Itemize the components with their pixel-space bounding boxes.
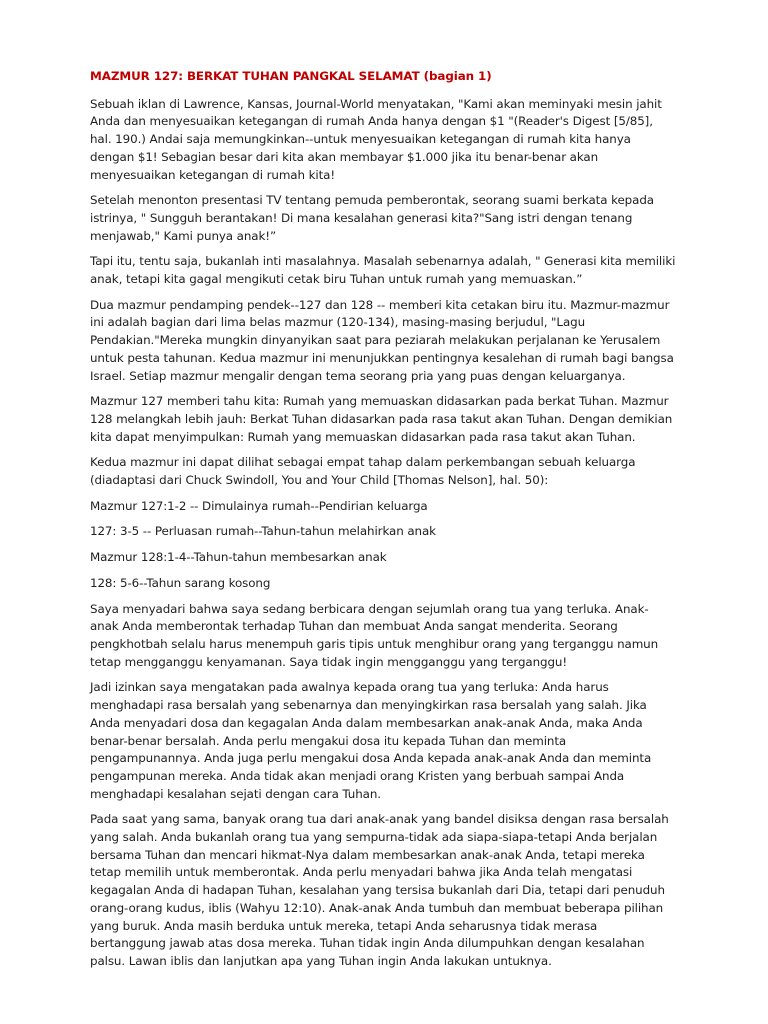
paragraph: Mazmur 127 memberi tahu kita: Rumah yang memuaskan didasarkan pada berkat Tuhan. Mazmur 128 melangkah lebih jauh: Berkat Tuhan didasarkan pada rasa takut akan Tuhan. Dengan demikian kita dapat menyimpulkan: Rumah yang memuaskan didasarkan pada rasa takut akan Tuhan. — [90, 394, 673, 444]
paragraph: Kedua mazmur ini dapat dilihat sebagai empat tahap dalam perkembangan sebuah keluarga (diadaptasi dari Chuck Swindoll, You and Your Child [Thomas Nelson], hal. 50): — [90, 455, 636, 488]
outline-item: 127: 3-5 -- Perluasan rumah--Tahun-tahun melahirkan anak — [90, 524, 436, 539]
document-page — [90, 68, 676, 979]
outline-item: Mazmur 127:1-2 -- Dimulainya rumah--Pendirian keluarga — [90, 498, 428, 513]
paragraph: Tapi itu, tentu saja, bukanlah inti masalahnya. Masalah sebenarnya adalah, " Generasi kita memiliki anak, tetapi kita gagal mengikuti cetak biru Tuhan untuk rumah yang memuaskan.” — [90, 254, 676, 287]
outline-item: Mazmur 128:1-4--Tahun-tahun membesarkan anak — [90, 550, 387, 565]
paragraph: Sebuah iklan di Lawrence, Kansas, Journal-World menyatakan, "Kami akan meminyaki mesin jahit Anda dan menyesuaikan ketegangan di rumah Anda hanya dengan $1 "(Reader's Digest [5/85], hal. 190.) Andai saja memungkinkan--untuk menyesuaikan ketegangan di rumah kita hanya dengan $1! Sebagian besar dari kita akan membayar $1.000 jika itu benar-benar akan menyesuaikan ketegangan di rumah kita! — [90, 96, 662, 182]
paragraph: Jadi izinkan saya mengatakan pada awalnya kepada orang tua yang terluka: Anda harus menghadapi rasa bersalah yang sebenarnya dan menyingkirkan rasa bersalah yang salah. Jika Anda menyadari dosa dan kegagalan Anda dalam membesarkan anak-anak Anda, maka Anda benar-benar bersalah. Anda perlu mengakui dosa itu kepada Tuhan dan meminta pengampunannya. Anda juga perlu mengakui dosa Anda kepada anak-anak Anda dan meminta pengampunan mereka. Anda tidak akan menjadi orang Kristen yang berbuah sampai Anda menghadapi kesalahan sejati dengan cara Tuhan. — [90, 680, 652, 801]
document-title: MAZMUR 127: BERKAT TUHAN PANGKAL SELAMAT (bagian 1) — [90, 69, 492, 83]
paragraph: Dua mazmur pendamping pendek--127 dan 128 -- memberi kita cetakan biru itu. Mazmur-mazmur ini adalah bagian dari lima belas mazmur (120-134), masing-masing berjudul, "Lagu Pendakian."Mereka mungkin dinyanyikan saat para peziarah melakukan perjalanan ke Yerusalem untuk pesta tahunan. Kedua mazmur ini menunjukkan pentingnya kesalehan di rumah bagi bangsa Israel. Setiap mazmur mengalir dengan tema seorang pria yang puas dengan keluarganya. — [90, 297, 674, 383]
outline-item: 128: 5-6--Tahun sarang kosong — [90, 575, 271, 590]
paragraph: Setelah menonton presentasi TV tentang pemuda pemberontak, seorang suami berkata kepada istrinya, " Sungguh berantakan! Di mana kesalahan generasi kita?"Sang istri dengan tenang menjawab," Kami punya anak!” — [90, 193, 654, 243]
paragraph: Pada saat yang sama, banyak orang tua dari anak-anak yang bandel disiksa dengan rasa bersalah yang salah. Anda bukanlah orang tua yang sempurna-tidak ada siapa-siapa-tetapi Anda berjalan bersama Tuhan dan mencari hikmat-Nya dalam membesarkan anak-anak Anda, tetapi mereka tetap memilih untuk memberontak. Anda perlu menyadari bahwa jika Anda telah mengatasi kegagalan Anda di hadapan Tuhan, kesalahan yang tersisa bukanlah dari Dia, tetapi dari penuduh orang-orang kudus, iblis (Wahyu 12:10). Anak-anak Anda tumbuh dan membuat beberapa pilihan yang buruk. Anda masih berduka untuk mereka, tetapi Anda seharusnya tidak merasa bertanggung jawab atas dosa mereka. Tuhan tidak ingin Anda dilumpuhkan dengan kesalahan palsu. Lawan iblis dan lanjutkan apa yang Tuhan ingin Anda lakukan untuknya. — [90, 812, 669, 968]
paragraph: Saya menyadari bahwa saya sedang berbicara dengan sejumlah orang tua yang terluka. Anak-anak Anda memberontak terhadap Tuhan dan membuat Anda sangat menderita. Seorang pengkhotbah selalu harus menempuh garis tipis untuk menghibur orang yang terganggu namun tetap mengganggu kenyamanan. Saya tidak ingin mengganggu yang terganggu! — [90, 601, 659, 669]
